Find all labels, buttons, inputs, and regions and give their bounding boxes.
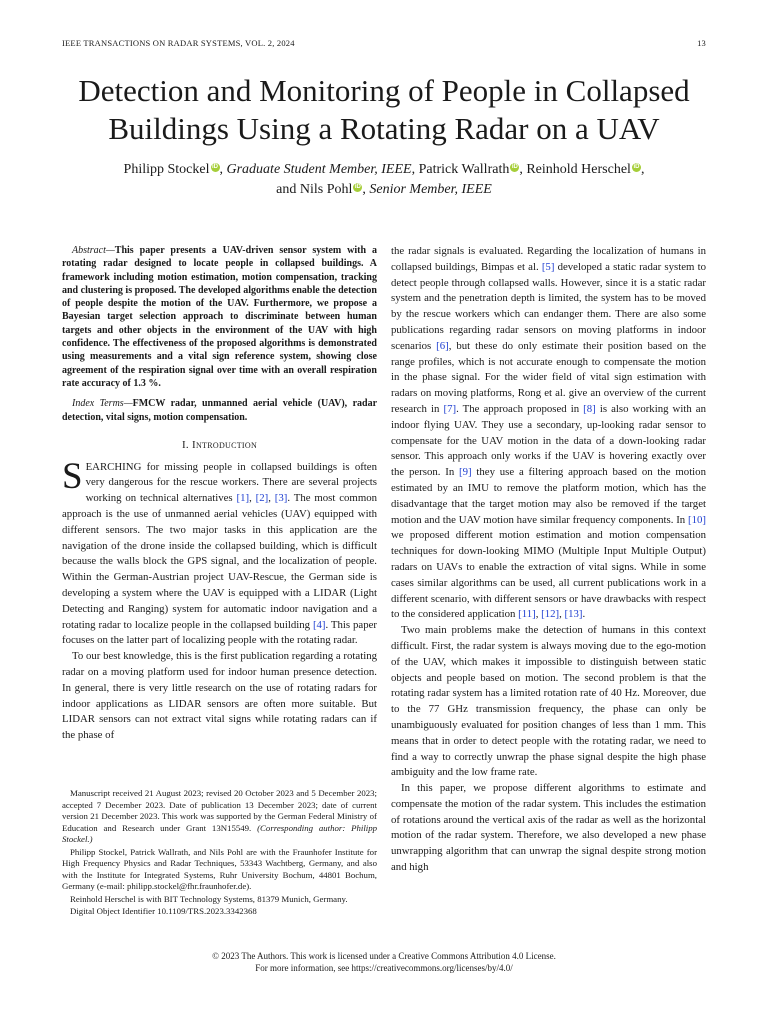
orcid-icon[interactable]: iD — [511, 164, 518, 170]
author-name: Reinhold Herschel — [526, 162, 631, 177]
index-terms-text: FMCW radar, unmanned aerial vehicle (UAV), radar detection, vital signs, motion compensation. — [62, 398, 378, 423]
paper-title: Detection and Monitoring of People in Collapsed Buildings Using a Rotating Radar on a UAV — [78, 73, 690, 146]
drop-cap: S — [62, 455, 83, 497]
citation-link[interactable]: [6] — [436, 339, 449, 352]
page-number: 13 — [697, 38, 706, 48]
citation-link[interactable]: [2] — [255, 492, 269, 505]
right-column — [391, 244, 706, 876]
footnote-affiliation: Philipp Stockel, Patrick Wallrath, and Nils Pohl are with the Fraunhofer Institute for High Frequency Physics and Radar Techniques, 53343 Wachtberg, Germany, and also with the Institute for Integrated Systems, Ruhr University Bochum, 44801 Bochum, Germany (e-mail: philipp.stockel@fhr.fraunhofer.de). — [62, 846, 377, 891]
intro-paragraph: SEARCHING for missing people in collapsed buildings is often very dangerous for the rescue workers. There are several projects working on technical alternatives [1], [2], [3]. The most common approach is the use of unmanned aerial vehicles (UAV) equipped with different sensors. The two major tasks in this application are the navigation of the drone inside the collapsed building, which is difficult because the walls block the GPS signal, and the localization of people. Within the German-Austrian project UAV-Rescue, the German side is developing a system where the UAV is equipped with a LIDAR (Light Detecting and Ranging) system for automatic indoor navigation and a rotating radar to localize people in the collapsed building [4]. This paper focuses on the latter part of localizing people with the rotating radar. — [62, 455, 378, 647]
author-name: and Nils Pohl — [276, 182, 353, 197]
citation-link[interactable]: [3] — [274, 492, 288, 505]
author-role: Senior Member, IEEE — [369, 182, 492, 197]
first-page-footnote — [62, 788, 377, 919]
section-heading: I. Introduction — [181, 438, 258, 451]
index-terms — [62, 397, 377, 424]
journal-name: IEEE TRANSACTIONS ON RADAR SYSTEMS, VOL. 2, 2024 — [62, 38, 295, 48]
citation-link[interactable]: [8] — [583, 402, 596, 415]
citation-link[interactable]: [9] — [459, 466, 472, 479]
footnote-manuscript: Manuscript received 21 August 2023; revised 20 October 2023 and 5 December 2023; accepted 7 December 2023. Date of publication 13 December 2023; date of current version 21 December 2023. This work was supported by the German Federal Ministry of Education and Research under Grant 13N15549. (Corresponding author: Philipp Stockel.) — [62, 788, 377, 844]
citation-link[interactable]: [7] — [443, 402, 457, 415]
intro-paragraph: To our best knowledge, this is the first publication regarding a rotating radar on a moving platform used for indoor human presence detection. In general, there is very little research on the use of rotating radars for indoor applications as LIDAR sensors are often more suitable. But LIDAR sensors can not extract vital signs while rotating radars can if the phase of — [62, 650, 377, 742]
license-footer — [62, 950, 706, 974]
orcid-icon[interactable]: iD — [354, 184, 361, 190]
citation-link[interactable]: [11] — [518, 608, 536, 621]
body-paragraph: Two main problems make the detection of humans in this context difficult. First, the radar system is always moving due to the ego-motion of the UAV, which makes it impossible to distinguish between static objects and people based on motion. The second problem is that the rotating radar system has a limited rotation rate of 40 Hz. Moreover, due to the 77 GHz transmission frequency, the phase can only be unambiguously evaluated for position changes of less than 1 mm. This means that in order to detect people with the rotating radar, we need to find a way to correctly unwrap the phase signal despite the high phase ambiguity and the low frame rate. — [391, 624, 706, 779]
license-line: © 2023 The Authors. This work is licensed under a Creative Commons Attribution 4.0 License. — [212, 951, 556, 961]
citation-link[interactable]: [12] — [541, 608, 560, 621]
citation-link[interactable]: [1] — [236, 492, 250, 505]
orcid-icon[interactable]: iD — [212, 164, 218, 170]
left-column — [62, 244, 377, 744]
abstract — [62, 244, 377, 390]
orcid-icon[interactable]: iD — [633, 164, 640, 170]
footnote-affiliation: Reinhold Herschel is with BIT Technology Systems, 81379 Munich, Germany. — [70, 893, 348, 904]
author-list: Philipp Stockel iD , Graduate Student Member, IEEE, Patrick Wallrath iD , Reinhold Herschel iD , and Nils Pohl iD , Senior Member, IEEE — [123, 162, 645, 197]
body-paragraph: In this paper, we propose different algorithms to estimate and compensate the motion of the radar system. This includes the estimation of rotations around the vertical axis of the radar as well as the horizontal motion of the radar system. Therefore, we also developed a new phase unwrapping algorithm that can unwrap the signal despite strong motion and high — [391, 782, 706, 874]
citation-link[interactable]: [4] — [312, 618, 326, 631]
abstract-label: Abstract— — [72, 245, 115, 256]
author-role: Graduate Student Member, IEEE — [226, 162, 412, 177]
citation-link[interactable]: [13] — [564, 608, 583, 621]
footnote-doi: Digital Object Identifier 10.1109/TRS.2023.3342368 — [70, 906, 257, 916]
citation-link[interactable]: [5] — [541, 260, 555, 273]
citation-link[interactable]: [10] — [688, 513, 706, 526]
author-name: Philipp Stockel — [123, 162, 210, 177]
abstract-text: This paper presents a UAV-driven sensor system with a rotating radar designed to locate people in collapsed buildings. A framework including motion estimation, motion compensation, tracking and clustering is proposed. The developed algorithms enable the detection of people despite the motion of the UAV. Furthermore, we propose a Bayesian target selection approach to discriminate between human targets and other objects in the environment of the UAV with high confidence. The effectiveness of the proposed algorithms is demonstrated using measurements and a vital sign reference system, showing close agreement of the respiration signal over time with an overall respiration rate accuracy of 1.3 %. — [62, 245, 377, 389]
license-link[interactable]: For more information, see https://creativecommons.org/licenses/by/4.0/ — [255, 963, 513, 973]
index-terms-label: Index Terms— — [72, 398, 133, 410]
author-name: Patrick Wallrath — [418, 162, 510, 177]
body-paragraph: the radar signals is evaluated. Regarding the localization of humans in collapsed buildings, Bimpas et al. [5] developed a static radar system to detect people through collapsed walls. However, since it is a static radar system and the penetration depth is limited, the system has to be moved by the rescue workers which can endanger them. There are also some publications regarding radar sensors on moving platforms in indoor scenarios [6], but these do only estimate their position based on the range profiles, which is not accurate enough to compensate the motion in the phase signal. For the wider field of vital sign estimation with radars on moving platforms, Rong et al. give an overview of the current research in [7]. The approach proposed in [8] is also working with an indoor flying UAV. They use a secondary, up-looking radar sensor to compensate for the UAV motion in the data of a down-looking radar sensor. This approach only works if the UAV is hovering exactly over the person. In [9] they use a filtering approach based on the motion estimated by an IMU to remove the platform motion, which has the disadvantage that the target motion may also be removed if the target motion and the UAV motion have similar frequency components. In [10] we proposed different motion estimation and motion compensation techniques for down-looking MIMO (Multiple Input Multiple Output) radars on UAVs to enable the extraction of vital signs. While in some cases similar algorithms can be used, all current publications work in a different scenario, with different sensors or have drawbacks with respect to the considered application [11], [12], [13]. — [391, 245, 706, 621]
